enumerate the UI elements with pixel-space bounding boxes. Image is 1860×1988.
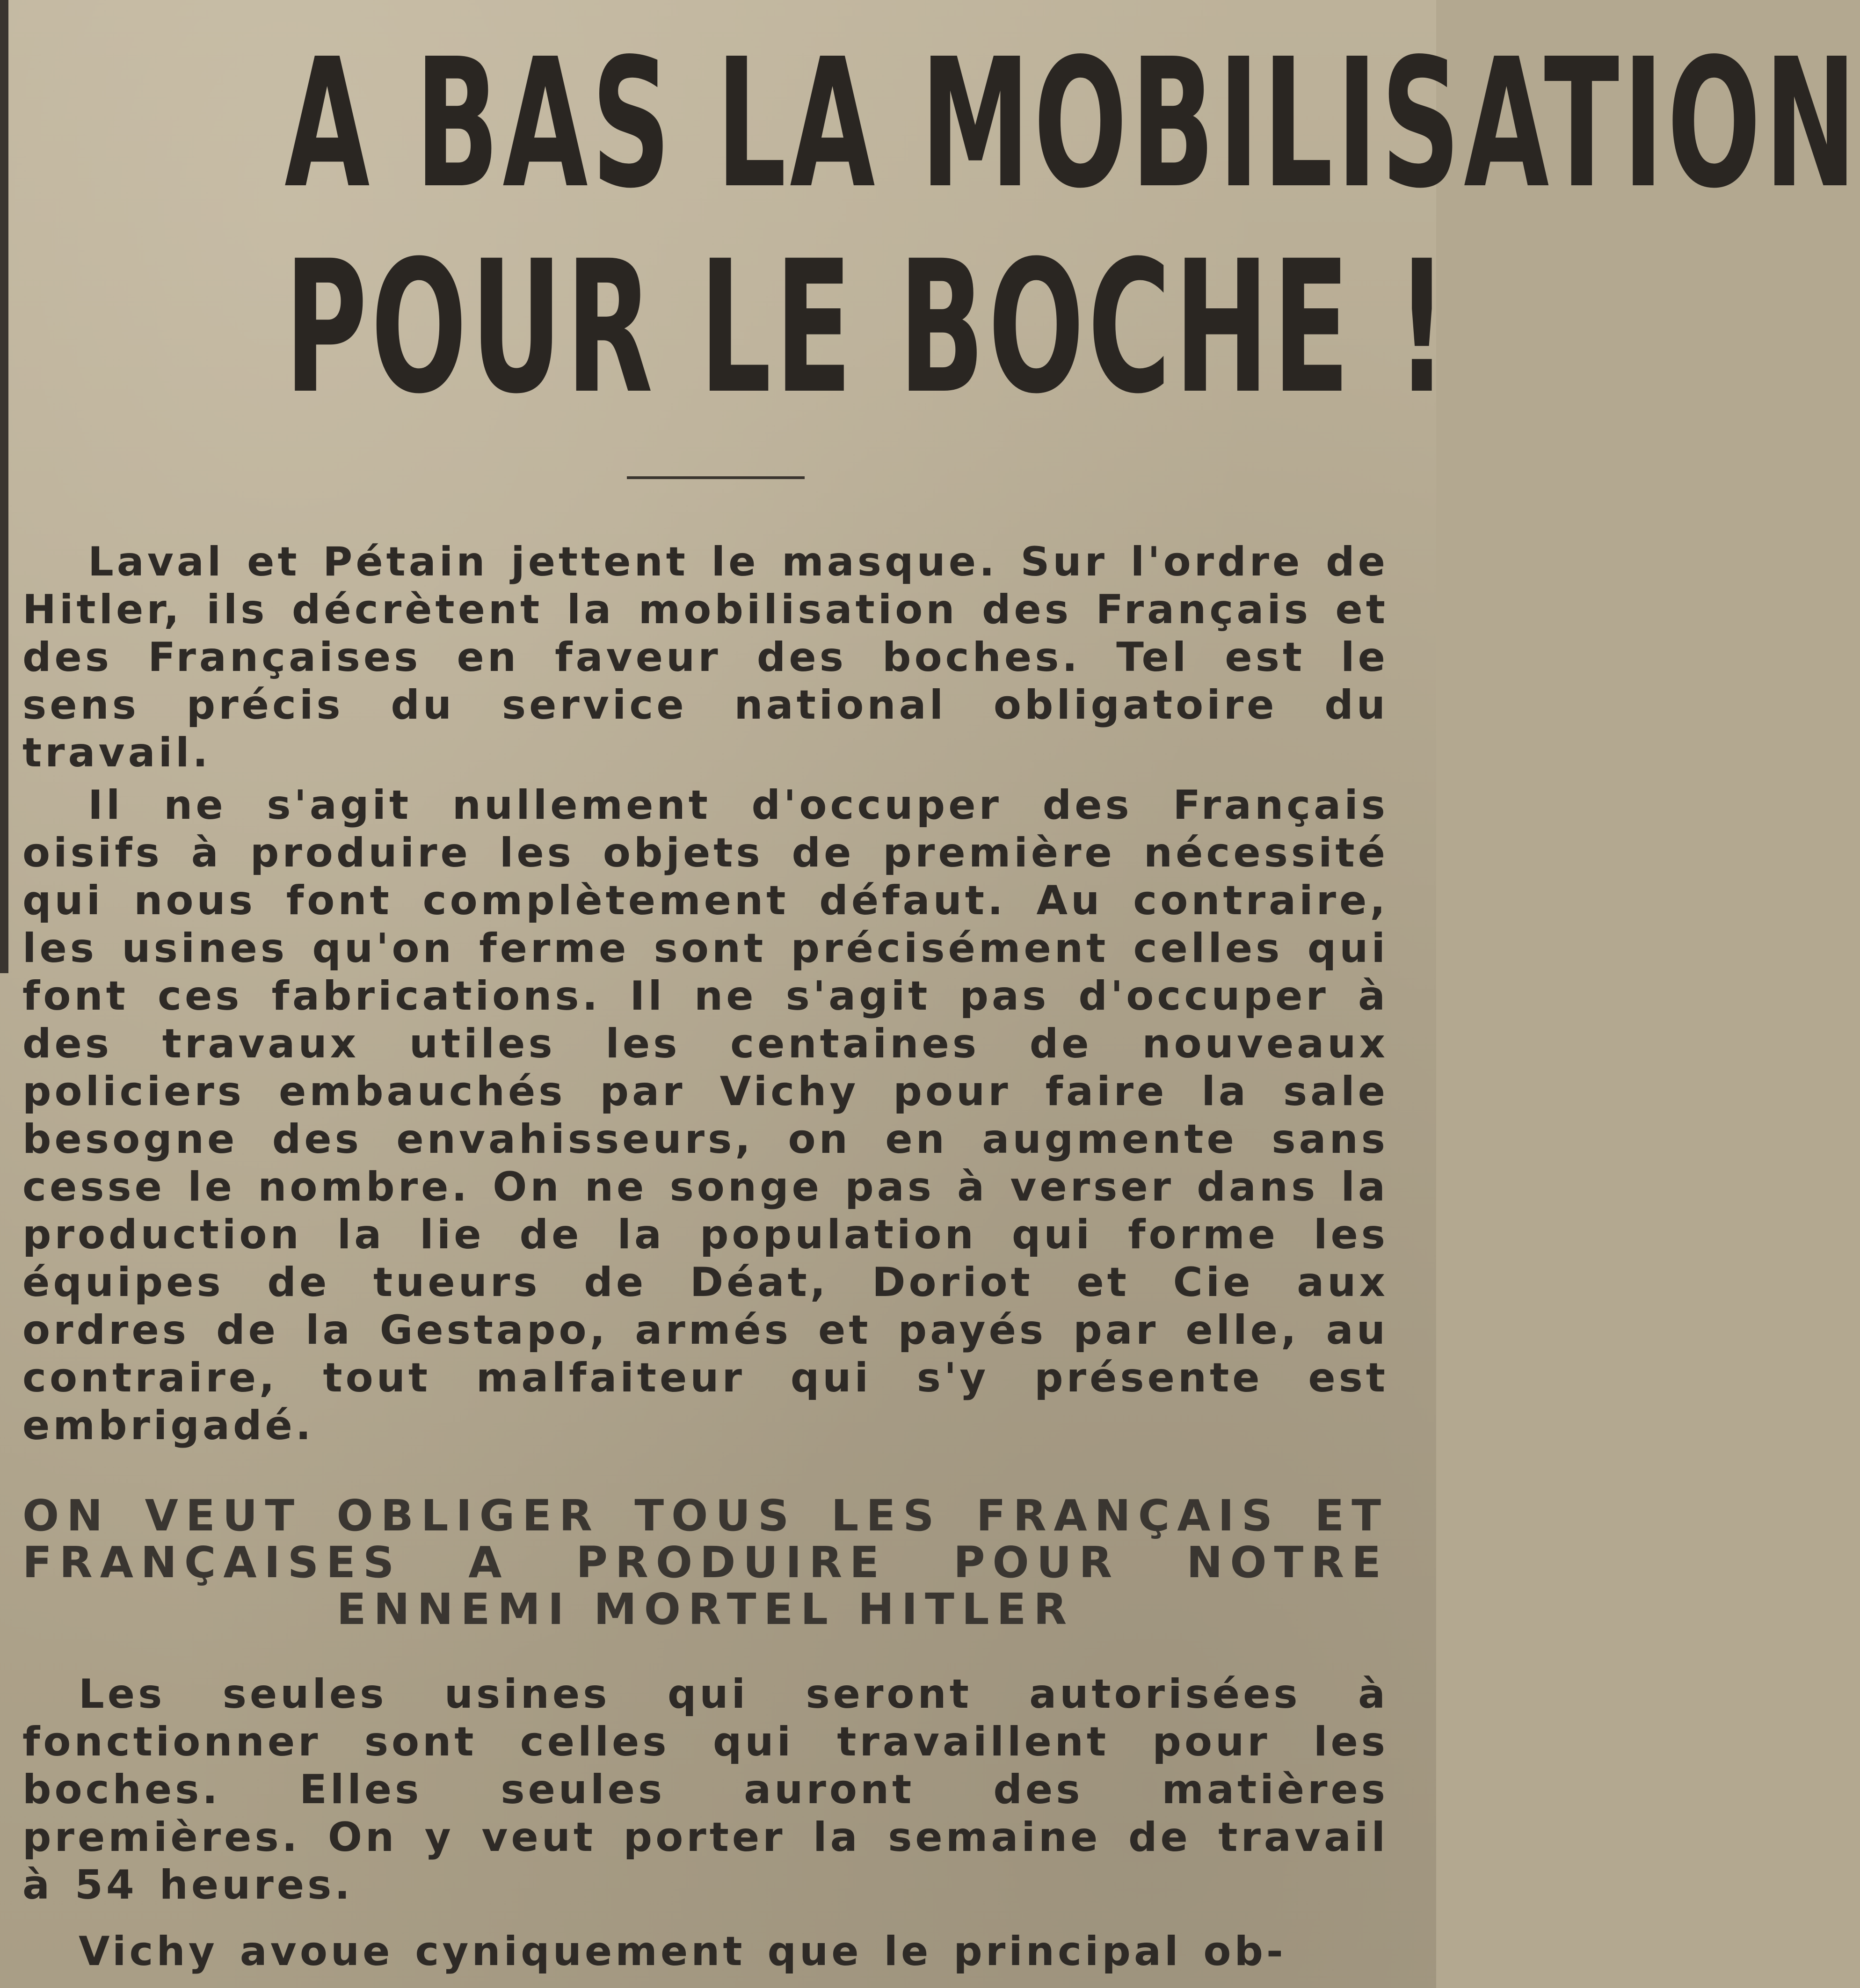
divider-rule — [627, 476, 805, 479]
paragraph-3: Les seules usines qui seront autorisées à fonctionner sont celles qui travaillent pour les boches. Elles seules auront des matières premières. On y veut porter la semaine de travail à 54 heures. — [22, 1671, 1388, 1908]
subheading: ON VEUT OBLIGER TOUS LES FRANÇAIS ET FRANÇAISES A PRODUIRE POUR NOTRE ENNEMI MORTEL HITLER — [22, 1491, 1388, 1634]
column-rule — [0, 0, 8, 973]
headline-line-1: A BAS LA MOBILISATION — [284, 20, 1860, 227]
paragraph-4: Vichy avoue cyniquement que le principal ob- — [79, 1928, 1286, 1975]
headline-line-2: POUR LE BOCHE ! — [284, 221, 1451, 434]
paragraph-1: Laval et Pétain jettent le masque. Sur l'ordre de Hitler, ils décrètent la mobilisation des Français et des Françaises en faveur des boches. Tel est le sens précis du service national obligatoire du travail. — [22, 539, 1388, 776]
paragraph-2: Il ne s'agit nullement d'occuper des Français oisifs à produire les objets de première nécessité qui nous font complètement défaut. Au contraire, les usines qu'on ferme sont précisément celles qui font ces fabrications. Il ne s'agit pas d'occuper à des travaux utiles les centaines de nouveaux policiers embauchés par Vichy pour faire la sale besogne des envahisseurs, on en augmente sans cesse le nombre. On ne songe pas à verser dans la production la lie de la population qui forme les équipes de tueurs de Déat, Doriot et Cie aux ordres de la Gestapo, armés et payés par elle, au contraire, tout malfaiteur qui s'y présente est embrigadé. — [22, 782, 1388, 1449]
